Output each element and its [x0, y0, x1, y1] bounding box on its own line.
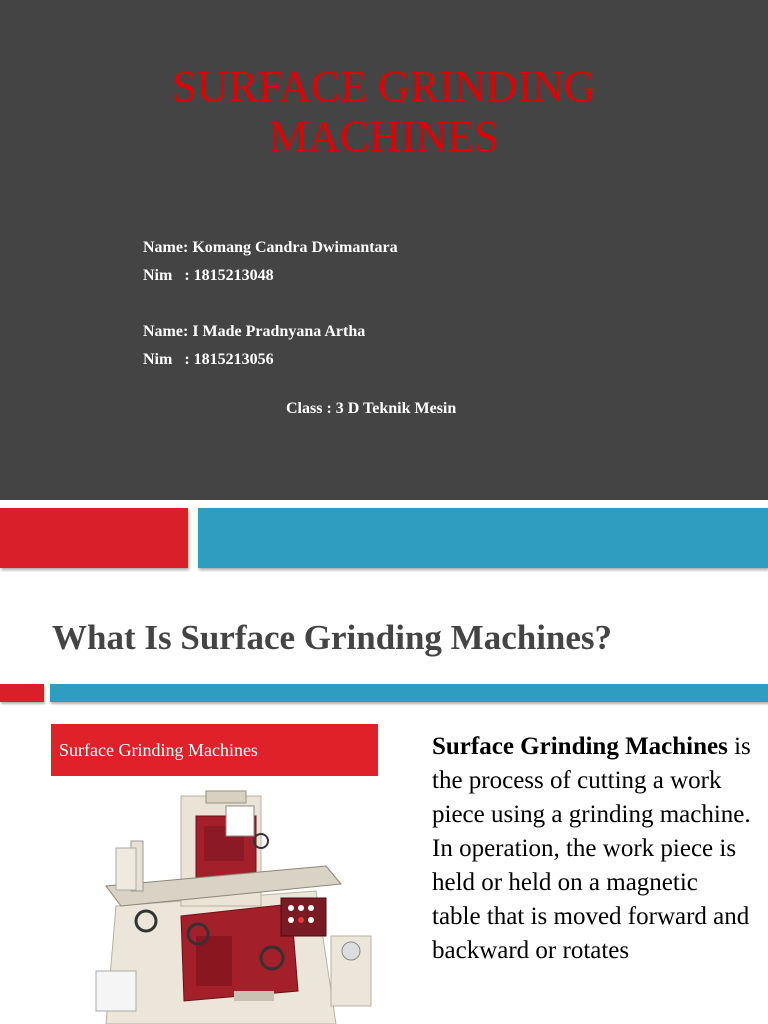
student-1-name: Name: Komang Candra Dwimantara — [143, 239, 398, 256]
title-slide — [0, 0, 768, 500]
slide-title-line-1: SURFACE GRINDING — [172, 62, 596, 111]
body-bold-term: Surface Grinding Machines — [432, 733, 728, 760]
heading-bar-blue — [50, 684, 768, 702]
slide-separator — [0, 500, 768, 508]
slide-title-line-2: MACHINES — [269, 112, 499, 161]
accent-bar-blue — [198, 508, 768, 568]
image-caption: Surface Grinding Machines — [51, 724, 378, 776]
body-paragraph — [432, 730, 752, 968]
grinding-machine-image — [86, 786, 376, 1024]
accent-bar-red — [0, 508, 188, 568]
class-label: Class : 3 D Teknik Mesin — [286, 400, 457, 417]
slide-title — [0, 62, 768, 162]
slide-heading: What Is Surface Grinding Machines? — [52, 618, 613, 657]
body-text-rest: is the process of cutting a work piece using a grinding machine. In operation, the work piece is held or held on a magnetic table that is moved forward and backward or rotates — [432, 733, 751, 964]
student-2-name: Name: I Made Pradnyana Artha — [143, 323, 366, 340]
student-2-nim: Nim : 1815213056 — [143, 351, 274, 368]
heading-bar-red — [0, 684, 44, 702]
student-info — [143, 234, 398, 374]
student-1-nim: Nim : 1815213048 — [143, 267, 274, 284]
